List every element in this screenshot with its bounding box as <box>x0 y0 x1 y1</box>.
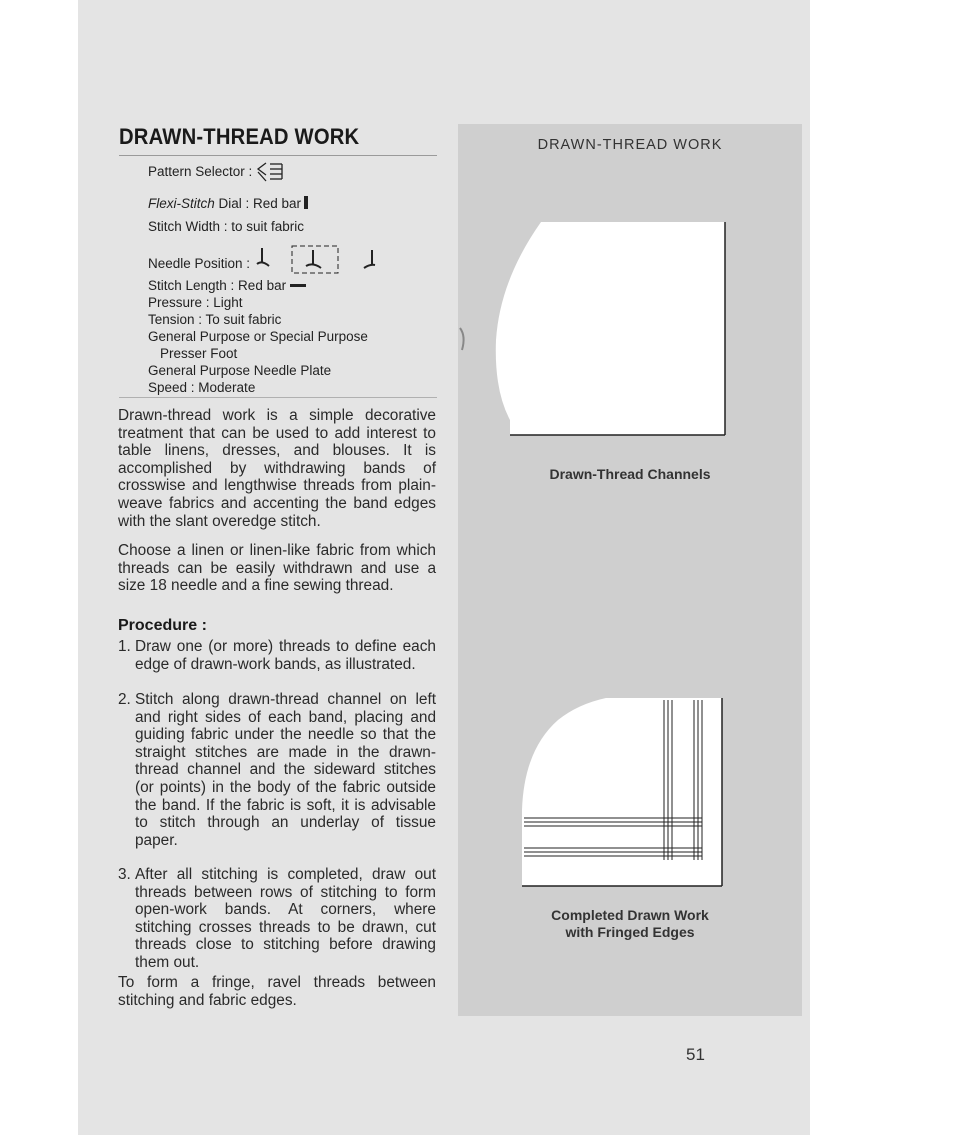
page-number: 51 <box>686 1045 705 1064</box>
needle-plate-row: General Purpose Needle Plate <box>148 363 332 378</box>
pattern-selector-row <box>148 160 438 186</box>
speed-row: Speed : Moderate <box>148 380 256 395</box>
flexi-stitch-row <box>148 195 438 212</box>
pressure-row: Pressure : Light <box>148 295 243 310</box>
red-bar-horizontal-icon <box>290 284 306 287</box>
needle-right-icon <box>364 250 375 268</box>
stitch-length-label: Stitch Length : Red bar <box>148 278 287 293</box>
step-text: Stitch along drawn-thread channel on left and right sides of each band, placing and guiding fabric under the needle so that the straight stitches are made in the drawn-thread channel and the sideward stitches (or points) in the body of the fabric outside the band. If the fabric is soft, it is advisable to stitch through an underlay of tissue paper. <box>135 691 436 849</box>
stitch-width-row: Stitch Width : to suit fabric <box>148 219 305 234</box>
stitch-length-row <box>148 277 438 294</box>
drawn-thread-channels-illustration <box>458 210 802 450</box>
step-number: 3. <box>118 866 131 883</box>
tension-row: Tension : To suit fabric <box>148 312 282 327</box>
needle-position-row <box>148 244 438 271</box>
caption-completed-line-2: with Fringed Edges <box>565 924 695 940</box>
settings-divider <box>119 397 437 398</box>
caption-completed <box>458 907 802 941</box>
panel-title: DRAWN-THREAD WORK <box>537 137 723 153</box>
needle-position-label: Needle Position : <box>148 256 251 271</box>
step-text: After all stitching is completed, draw out threads between rows of stitching to form open-work bands. At corners, where stitching crosses threads to be drawn, cut threads close to stitching before drawing them out. <box>135 866 436 971</box>
needle-center-highlight <box>292 246 338 273</box>
step-number: 1. <box>118 638 131 655</box>
step-text: Draw one (or more) threads to define each edge of drawn-work bands, as illustrated. <box>135 638 436 673</box>
completed-drawn-work-illustration <box>458 690 802 900</box>
procedure-heading: Procedure : <box>118 617 207 634</box>
title-divider <box>119 155 437 156</box>
fabric-paragraph: Choose a linen or linen-like fabric from which threads can be easily withdrawn and use a size 18 needle and a fine sewing thread. <box>118 542 436 595</box>
presser-foot-row: General Purpose or Special Purpose <box>148 329 368 344</box>
needle-left-icon <box>257 248 269 266</box>
pattern-selector-icon <box>256 160 286 184</box>
presser-foot-row-cont: Presser Foot <box>160 346 238 361</box>
caption-channels: Drawn-Thread Channels <box>549 466 711 482</box>
red-bar-vertical-icon <box>304 196 308 209</box>
flexi-stitch-value: Dial : Red bar <box>214 196 302 211</box>
step-number: 2. <box>118 691 131 708</box>
needle-center-icon <box>306 250 321 268</box>
page-title: DRAWN-THREAD WORK <box>119 124 360 149</box>
fringe-paragraph: To form a fringe, ravel threads between stitching and fabric edges. <box>118 974 436 1009</box>
intro-paragraph: Drawn-thread work is a simple decorative treatment that can be used to add interest to table linens, dresses, and blouses. It is accomplished by withdrawing bands of crosswise and lengthwise threads from plain-weave fabrics and accenting the band edges with the slant overedge stitch. <box>118 407 436 530</box>
flexi-stitch-label: Flexi-Stitch <box>148 196 215 211</box>
machine-settings <box>148 160 438 396</box>
caption-completed-line-1: Completed Drawn Work <box>551 907 709 923</box>
pattern-selector-label: Pattern Selector : <box>148 164 253 179</box>
needle-position-icons <box>254 244 414 278</box>
